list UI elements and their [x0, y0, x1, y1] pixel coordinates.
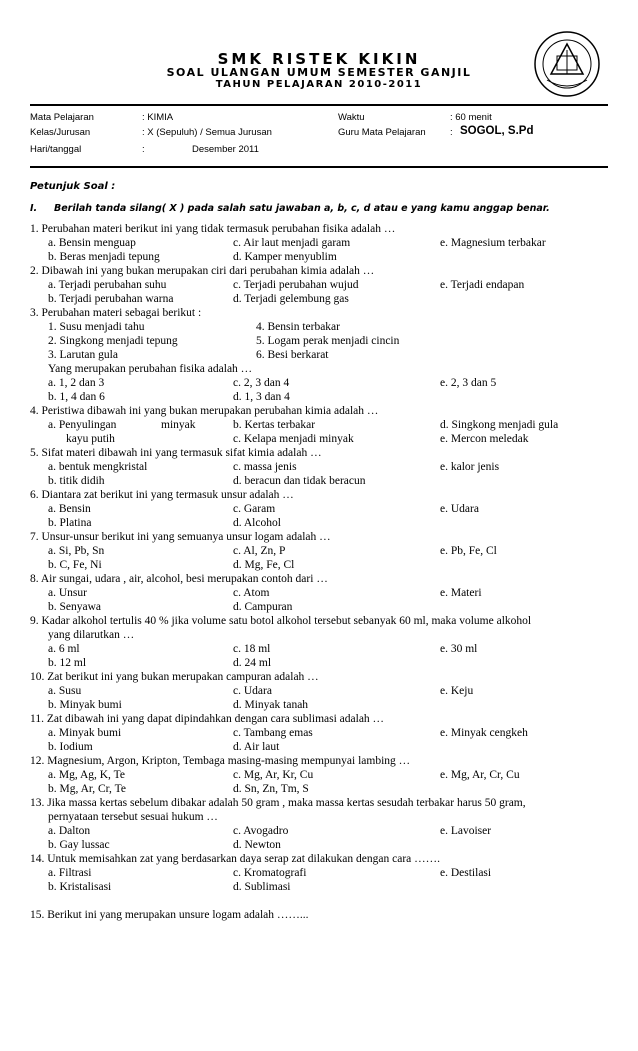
question-13-option-b: b. Gay lussac: [48, 839, 110, 851]
question-3-ask: Yang merupakan perubahan fisika adalah …: [48, 363, 253, 375]
question-3-item-6: 6. Besi berkarat: [256, 349, 329, 361]
question-12-stem: 12. Magnesium, Argon, Kripton, Tembaga masing-masing mempunyai lambing …: [30, 755, 411, 767]
question-1-option-b: b. Beras menjadi tepung: [48, 251, 160, 263]
question-5-option-d: d. beracun dan tidak beracun: [233, 475, 366, 487]
question-4-option-c: c. Kelapa menjadi minyak: [233, 433, 354, 445]
question-10-option-e: e. Keju: [440, 685, 474, 697]
school-name: SMK RISTEK KIKIN: [217, 50, 421, 68]
question-1-option-c: c. Air laut menjadi garam: [233, 237, 351, 249]
question-11-option-c: c. Tambang emas: [233, 727, 313, 739]
question-11-option-d: d. Air laut: [233, 741, 280, 753]
question-7-option-e: e. Pb, Fe, Cl: [440, 545, 497, 557]
question-12-option-b: b. Mg, Ar, Cr, Te: [48, 783, 126, 795]
question-13-option-d: d. Newton: [233, 839, 281, 851]
question-8-option-c: c. Atom: [233, 587, 270, 599]
question-3-option-e: e. 2, 3 dan 5: [440, 377, 497, 389]
question-1-option-a: a. Bensin menguap: [48, 237, 136, 249]
question-11-option-b: b. Iodium: [48, 741, 93, 753]
subject-value: : KIMIA: [142, 112, 174, 123]
question-7-stem: 7. Unsur-unsur berikut ini yang semuanya unsur logam adalah …: [30, 531, 331, 543]
question-12-option-e: e. Mg, Ar, Cr, Cu: [440, 769, 520, 781]
teacher-value: SOGOL, S.Pd: [460, 125, 534, 137]
question-14-option-e: e. Destilasi: [440, 867, 492, 879]
time-label: Waktu: [338, 112, 365, 123]
question-13-option-c: c. Avogadro: [233, 825, 289, 837]
instructions-title: Petunjuk Soal :: [30, 181, 116, 192]
question-5-option-e: e. kalor jenis: [440, 461, 500, 473]
question-list: [30, 222, 610, 1022]
instructions-number: I.: [30, 203, 38, 214]
question-14-option-b: b. Kristalisasi: [48, 881, 112, 893]
question-1-option-e: e. Magnesium terbakar: [440, 237, 546, 249]
question-8-option-d: d. Campuran: [233, 601, 293, 613]
teacher-label: Guru Mata Pelajaran: [338, 127, 426, 138]
question-10-option-b: b. Minyak bumi: [48, 699, 122, 711]
question-2-option-d: d. Terjadi gelembung gas: [233, 293, 349, 305]
question-5-stem: 5. Sifat materi dibawah ini yang termasuk sifat kimia adalah …: [30, 447, 322, 459]
question-3-option-a: a. 1, 2 dan 3: [48, 377, 105, 389]
question-5-option-c: c. massa jenis: [233, 461, 297, 473]
question-5-option-a: a. bentuk mengkristal: [48, 461, 148, 473]
question-4-option-b: b. Kertas terbakar: [233, 419, 316, 431]
question-6-stem: 6. Diantara zat berikut ini yang termasuk unsur adalah …: [30, 489, 294, 501]
date-colon: :: [142, 144, 145, 155]
instructions-text: [30, 203, 550, 214]
academic-year: TAHUN PELAJARAN 2010-2011: [215, 79, 423, 90]
question-2-option-b: b. Terjadi perubahan warna: [48, 293, 174, 305]
question-3-option-b: b. 1, 4 dan 6: [48, 391, 105, 403]
question-12-option-a: a. Mg, Ag, K, Te: [48, 769, 125, 781]
question-8-option-b: b. Senyawa: [48, 601, 102, 613]
question-11-option-a: a. Minyak bumi: [48, 727, 122, 739]
class-label: Kelas/Jurusan: [30, 127, 91, 138]
question-11-stem: 11. Zat dibawah ini yang dapat dipindahkan dengan cara sublimasi adalah …: [30, 713, 385, 725]
question-13-stem-cont: pernyataan tersebut sesuai hukum …: [48, 811, 218, 823]
question-7-option-d: d. Mg, Fe, Cl: [233, 559, 295, 571]
date-value: Desember 2011: [192, 144, 259, 155]
question-7-option-b: b. C, Fe, Ni: [48, 559, 102, 571]
question-6-option-c: c. Garam: [233, 503, 276, 515]
question-3-item-1: 1. Susu menjadi tahu: [48, 321, 145, 333]
question-3-item-5: 5. Logam perak menjadi cincin: [256, 335, 400, 347]
question-4-stem: 4. Peristiwa dibawah ini yang bukan merupakan perubahan kimia adalah …: [30, 405, 379, 417]
question-2-stem: 2. Dibawah ini yang bukan merupakan ciri dari perubahan kimia adalah …: [30, 265, 375, 277]
question-3-stem: 3. Perubahan materi sebagai berikut :: [30, 307, 202, 319]
question-8-option-e: e. Materi: [440, 587, 482, 599]
question-2-option-e: e. Terjadi endapan: [440, 279, 525, 291]
question-13-stem: 13. Jika massa kertas sebelum dibakar adalah 50 gram , maka massa kertas sesudah terbakar harus 50 gram,: [30, 797, 526, 809]
question-3-item-3: 3. Larutan gula: [48, 349, 118, 361]
question-2-option-a: a. Terjadi perubahan suhu: [48, 279, 167, 291]
question-9-option-c: c. 18 ml: [233, 643, 271, 655]
question-10-option-d: d. Minyak tanah: [233, 699, 309, 711]
question-10-stem: 10. Zat berikut ini yang bukan merupakan campuran adalah …: [30, 671, 319, 683]
question-9-option-e: e. 30 ml: [440, 643, 478, 655]
question-6-option-a: a. Bensin: [48, 503, 91, 515]
question-10-option-c: c. Udara: [233, 685, 272, 697]
question-6-option-b: b. Platina: [48, 517, 92, 529]
question-8-stem: 8. Air sungai, udara , air, alcohol, besi merupakan contoh dari …: [30, 573, 328, 585]
question-11-option-e: e. Minyak cengkeh: [440, 727, 528, 739]
question-7-option-c: c. Al, Zn, P: [233, 545, 286, 557]
question-3-option-d: d. 1, 3 dan 4: [233, 391, 290, 403]
divider: [30, 166, 608, 168]
question-3-option-c: c. 2, 3 dan 4: [233, 377, 290, 389]
exam-info: [30, 112, 608, 162]
question-9-option-b: b. 12 ml: [48, 657, 87, 669]
question-6-option-d: d. Alcohol: [233, 517, 281, 529]
question-10-option-a: a. Susu: [48, 685, 82, 697]
question-4-option-a-wrap: kayu putih: [66, 433, 115, 445]
question-13-option-e: e. Lavoiser: [440, 825, 492, 837]
question-9-option-a: a. 6 ml: [48, 643, 80, 655]
question-7-option-a: a. Si, Pb, Sn: [48, 545, 105, 557]
question-14-stem: 14. Untuk memisahkan zat yang berdasarkan daya serap zat dilakukan dengan cara …….: [30, 853, 441, 865]
question-4-option-e: e. Mercon meledak: [440, 433, 529, 445]
time-value: : 60 menit: [450, 112, 492, 123]
question-6-option-e: e. Udara: [440, 503, 479, 515]
question-15-stem: 15. Berikut ini yang merupakan unsure logam adalah ……...: [30, 909, 309, 921]
subject-label: Mata Pelajaran: [30, 112, 94, 123]
question-3-item-2: 2. Singkong menjadi tepung: [48, 335, 178, 347]
question-8-option-a: a. Unsur: [48, 587, 87, 599]
question-12-option-d: d. Sn, Zn, Tm, S: [233, 783, 309, 795]
question-14-option-d: d. Sublimasi: [233, 881, 291, 893]
class-value: : X (Sepuluh) / Semua Jurusan: [142, 127, 272, 138]
document-header: [0, 0, 638, 100]
divider: [30, 104, 608, 106]
question-9-option-d: d. 24 ml: [233, 657, 272, 669]
instructions-body: Berilah tanda silang( X ) pada salah satu jawaban a, b, c, d atau e yang kamu anggap benar.: [54, 203, 550, 214]
question-4-option-a-cont: minyak: [161, 419, 196, 431]
question-14-option-c: c. Kromatografi: [233, 867, 307, 879]
teacher-colon: :: [450, 127, 453, 138]
question-4-option-d: d. Singkong menjadi gula: [440, 419, 559, 431]
question-9-stem-cont: yang dilarutkan …: [48, 629, 135, 641]
question-4-option-a: a. Penyulingan: [48, 419, 117, 431]
question-1-option-d: d. Kamper menyublim: [233, 251, 337, 263]
date-label: Hari/tanggal: [30, 144, 82, 155]
question-5-option-b: b. titik didih: [48, 475, 105, 487]
exam-title: SOAL ULANGAN UMUM SEMESTER GANJIL: [166, 66, 472, 79]
question-9-stem: 9. Kadar alkohol tertulis 40 % jika volume satu botol alkohol tersebut sebanyak 60 ml, maka volume alkohol: [30, 615, 532, 627]
question-3-item-4: 4. Bensin terbakar: [256, 321, 340, 333]
question-13-option-a: a. Dalton: [48, 825, 91, 837]
question-12-option-c: c. Mg, Ar, Kr, Cu: [233, 769, 314, 781]
question-14-option-a: a. Filtrasi: [48, 867, 92, 879]
question-1-stem: 1. Perubahan materi berikut ini yang tidak termasuk perubahan fisika adalah …: [30, 223, 396, 235]
question-2-option-c: c. Terjadi perubahan wujud: [233, 279, 359, 291]
